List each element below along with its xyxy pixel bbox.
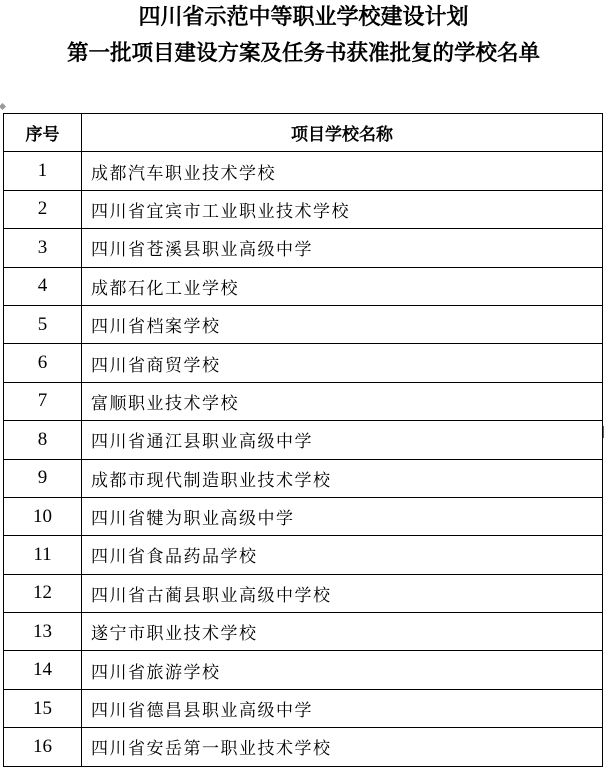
- row-number: 1: [4, 152, 82, 190]
- table-row: [4, 728, 603, 766]
- school-name: 遂宁市职业技术学校: [82, 613, 603, 651]
- school-name: 四川省犍为职业高级中学: [82, 497, 603, 535]
- row-number: 4: [4, 267, 82, 305]
- row-number: 7: [4, 382, 82, 420]
- table-row: [4, 267, 603, 305]
- row-number: 14: [4, 651, 82, 689]
- table-row: [4, 152, 603, 190]
- table-row: [4, 229, 603, 267]
- row-number: 15: [4, 689, 82, 727]
- column-header-number: 序号: [4, 114, 82, 152]
- row-number: 11: [4, 536, 82, 574]
- table-row: [4, 651, 603, 689]
- row-number: 3: [4, 229, 82, 267]
- school-name: 成都市现代制造职业技术学校: [82, 459, 603, 497]
- table-row: [4, 574, 603, 612]
- table-row: [4, 344, 603, 382]
- row-number: 9: [4, 459, 82, 497]
- table-row: [4, 459, 603, 497]
- row-number: 8: [4, 421, 82, 459]
- table-row: [4, 190, 603, 228]
- row-number: 2: [4, 190, 82, 228]
- table-anchor-marker: [0, 103, 6, 110]
- document-subtitle: 第一批项目建设方案及任务书获准批复的学校名单: [66, 41, 540, 66]
- school-name: 四川省档案学校: [82, 305, 603, 343]
- row-number: 10: [4, 497, 82, 535]
- school-name: 四川省旅游学校: [82, 651, 603, 689]
- column-header-school-name: 项目学校名称: [82, 114, 603, 152]
- school-name: 四川省古蔺县职业高级中学校: [82, 574, 603, 612]
- table-row: [4, 382, 603, 420]
- text-cursor-marker: [603, 426, 604, 438]
- school-name: 四川省食品药品学校: [82, 536, 603, 574]
- school-name: 富顺职业技术学校: [82, 382, 603, 420]
- table-row: [4, 536, 603, 574]
- table-row: [4, 689, 603, 727]
- table-row: [4, 421, 603, 459]
- row-number: 5: [4, 305, 82, 343]
- table-row: [4, 305, 603, 343]
- table-header-row: [4, 114, 603, 152]
- school-name: 四川省商贸学校: [82, 344, 603, 382]
- school-name: 四川省通江县职业高级中学: [82, 421, 603, 459]
- table-row: [4, 613, 603, 651]
- school-name: 四川省安岳第一职业技术学校: [82, 728, 603, 766]
- table-row: [4, 497, 603, 535]
- row-number: 6: [4, 344, 82, 382]
- school-name: 成都石化工业学校: [82, 267, 603, 305]
- table-body: [4, 152, 603, 766]
- school-name: 四川省苍溪县职业高级中学: [82, 229, 603, 267]
- school-name: 四川省德昌县职业高级中学: [82, 689, 603, 727]
- document-title: 四川省示范中等职业学校建设计划: [138, 5, 469, 30]
- school-name: 成都汽车职业技术学校: [82, 152, 603, 190]
- school-list-table: [3, 113, 603, 767]
- school-name: 四川省宜宾市工业职业技术学校: [82, 190, 603, 228]
- row-number: 12: [4, 574, 82, 612]
- row-number: 13: [4, 613, 82, 651]
- row-number: 16: [4, 728, 82, 766]
